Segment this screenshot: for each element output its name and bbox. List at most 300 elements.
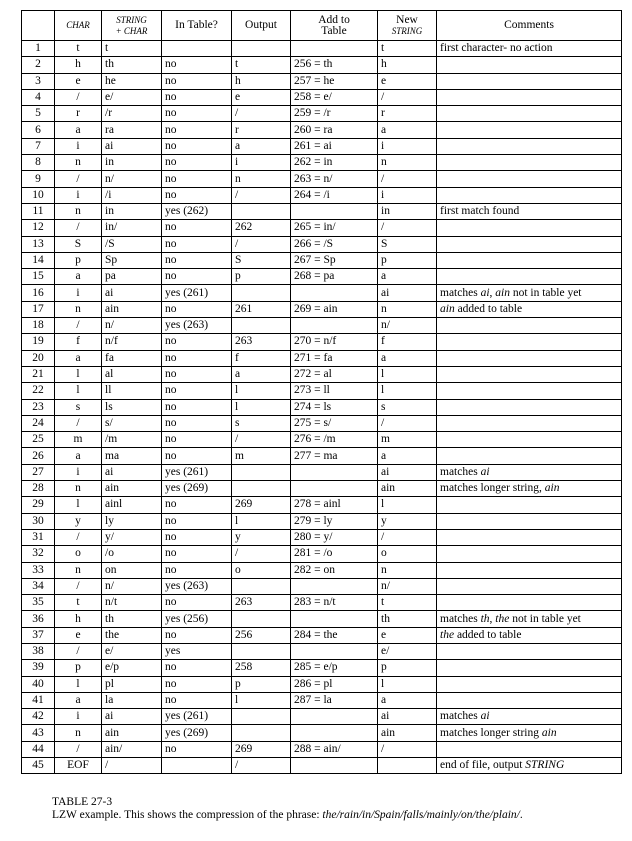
new-string-cell: S	[378, 236, 437, 252]
add-to-table-cell: 258 = e/	[291, 89, 378, 105]
comment-cell	[437, 448, 622, 464]
in-table-cell: no	[162, 106, 232, 122]
new-string-cell: t	[378, 595, 437, 611]
output-cell: 256	[232, 627, 291, 643]
add-to-table-cell: 282 = on	[291, 562, 378, 578]
output-cell: i	[232, 155, 291, 171]
string-plus-char-cell: ai	[102, 285, 162, 301]
new-string-cell: l	[378, 676, 437, 692]
header-comments: Comments	[437, 11, 622, 41]
header-new-string-line2: STRING	[391, 25, 423, 36]
in-table-cell: yes (261)	[162, 709, 232, 725]
output-cell: s	[232, 415, 291, 431]
char-cell: /	[55, 529, 102, 545]
comment-italic-term: th	[480, 612, 490, 625]
output-cell	[232, 643, 291, 659]
string-plus-char-cell: ai	[102, 709, 162, 725]
string-plus-char-cell: ll	[102, 383, 162, 399]
lzw-example-table	[21, 10, 622, 774]
in-table-cell: no	[162, 269, 232, 285]
table-row	[22, 399, 622, 415]
comment-cell: ain added to table	[437, 301, 622, 317]
in-table-cell: yes (269)	[162, 481, 232, 497]
new-string-cell: p	[378, 252, 437, 268]
add-to-table-cell: 272 = al	[291, 366, 378, 382]
header-string-plus-char-line1: STRING	[116, 14, 147, 25]
char-cell: i	[55, 138, 102, 154]
caption-end: .	[519, 809, 523, 821]
in-table-cell: no	[162, 73, 232, 89]
comment-cell	[437, 171, 622, 187]
output-cell: 269	[232, 741, 291, 757]
char-cell: t	[55, 41, 102, 57]
header-char: CHAR	[55, 11, 102, 41]
output-cell: 261	[232, 301, 291, 317]
string-plus-char-cell: Sp	[102, 252, 162, 268]
comment-cell	[437, 562, 622, 578]
add-to-table-cell: 271 = fa	[291, 350, 378, 366]
output-cell	[232, 464, 291, 480]
comment-cell	[437, 432, 622, 448]
new-string-cell: ai	[378, 464, 437, 480]
table-row	[22, 383, 622, 399]
row-number: 17	[22, 301, 55, 317]
add-to-table-cell: 285 = e/p	[291, 660, 378, 676]
output-cell: 262	[232, 220, 291, 236]
output-cell: h	[232, 73, 291, 89]
add-to-table-cell: 283 = n/t	[291, 595, 378, 611]
in-table-cell: no	[162, 546, 232, 562]
comment-cell	[437, 122, 622, 138]
row-number: 15	[22, 269, 55, 285]
output-cell	[232, 318, 291, 334]
header-string-plus-char	[102, 11, 162, 41]
string-plus-char-cell: /	[102, 758, 162, 774]
comment-cell	[437, 595, 622, 611]
add-to-table-cell	[291, 285, 378, 301]
add-to-table-cell	[291, 578, 378, 594]
in-table-cell: no	[162, 448, 232, 464]
add-to-table-cell: 267 = Sp	[291, 252, 378, 268]
new-string-cell: o	[378, 546, 437, 562]
new-string-cell: in	[378, 203, 437, 219]
new-string-cell: a	[378, 350, 437, 366]
comment-cell	[437, 643, 622, 659]
new-string-cell: a	[378, 269, 437, 285]
add-to-table-cell: 270 = n/f	[291, 334, 378, 350]
header-number	[22, 11, 55, 41]
comment-italic-term: the	[440, 628, 455, 641]
output-cell	[232, 481, 291, 497]
table-row	[22, 301, 622, 317]
in-table-cell: yes (261)	[162, 285, 232, 301]
comment-cell	[437, 73, 622, 89]
add-to-table-cell: 256 = th	[291, 57, 378, 73]
row-number: 36	[22, 611, 55, 627]
string-plus-char-cell: th	[102, 57, 162, 73]
add-to-table-cell: 273 = ll	[291, 383, 378, 399]
new-string-cell: e	[378, 627, 437, 643]
table-row	[22, 138, 622, 154]
header-string-plus-char-line2: + CHAR	[115, 25, 148, 36]
char-cell: /	[55, 643, 102, 659]
char-cell: h	[55, 611, 102, 627]
char-cell: l	[55, 383, 102, 399]
string-plus-char-cell: /m	[102, 432, 162, 448]
table-row	[22, 497, 622, 513]
table-row	[22, 692, 622, 708]
table-row	[22, 203, 622, 219]
new-string-cell: h	[378, 57, 437, 73]
table-caption	[52, 796, 523, 822]
add-to-table-cell: 262 = in	[291, 155, 378, 171]
add-to-table-cell: 287 = la	[291, 692, 378, 708]
row-number: 8	[22, 155, 55, 171]
comment-cell	[437, 318, 622, 334]
char-cell: r	[55, 106, 102, 122]
comment-cell	[437, 578, 622, 594]
output-cell: m	[232, 448, 291, 464]
char-cell: /	[55, 89, 102, 105]
comment-italic-term: STRING	[525, 759, 565, 772]
string-plus-char-cell: ma	[102, 448, 162, 464]
table-row	[22, 252, 622, 268]
comment-cell	[437, 383, 622, 399]
add-to-table-cell: 260 = ra	[291, 122, 378, 138]
in-table-cell: yes (263)	[162, 318, 232, 334]
in-table-cell: yes	[162, 643, 232, 659]
char-cell: /	[55, 578, 102, 594]
output-cell: p	[232, 676, 291, 692]
row-number: 1	[22, 41, 55, 57]
output-cell	[232, 611, 291, 627]
comment-italic-term: ain	[495, 286, 510, 299]
new-string-cell: f	[378, 334, 437, 350]
char-cell: /	[55, 220, 102, 236]
row-number: 9	[22, 171, 55, 187]
char-cell: s	[55, 399, 102, 415]
row-number: 39	[22, 660, 55, 676]
row-number: 11	[22, 203, 55, 219]
comment-cell: matches longer string, ain	[437, 481, 622, 497]
output-cell: l	[232, 692, 291, 708]
in-table-cell: no	[162, 252, 232, 268]
char-cell: a	[55, 122, 102, 138]
row-number: 23	[22, 399, 55, 415]
char-cell: EOF	[55, 758, 102, 774]
in-table-cell: no	[162, 350, 232, 366]
add-to-table-cell	[291, 643, 378, 659]
string-plus-char-cell: ai	[102, 464, 162, 480]
comment-cell	[437, 89, 622, 105]
in-table-cell	[162, 41, 232, 57]
output-cell: 258	[232, 660, 291, 676]
in-table-cell: no	[162, 220, 232, 236]
table-row	[22, 334, 622, 350]
header-add-to-table-line1: Add to	[318, 13, 350, 26]
add-to-table-cell	[291, 758, 378, 774]
add-to-table-cell: 257 = he	[291, 73, 378, 89]
string-plus-char-cell: ain	[102, 481, 162, 497]
comment-cell: first character- no action	[437, 41, 622, 57]
new-string-cell: n	[378, 562, 437, 578]
header-in-table: In Table?	[162, 11, 232, 41]
char-cell: p	[55, 252, 102, 268]
row-number: 12	[22, 220, 55, 236]
output-cell	[232, 41, 291, 57]
comment-cell	[437, 692, 622, 708]
table-row	[22, 220, 622, 236]
string-plus-char-cell: in/	[102, 220, 162, 236]
comment-cell	[437, 546, 622, 562]
new-string-cell: a	[378, 448, 437, 464]
char-cell: i	[55, 285, 102, 301]
output-cell: t	[232, 57, 291, 73]
new-string-cell: ai	[378, 285, 437, 301]
comment-cell: first match found	[437, 203, 622, 219]
table-row	[22, 415, 622, 431]
row-number: 43	[22, 725, 55, 741]
table-row	[22, 611, 622, 627]
new-string-cell: t	[378, 41, 437, 57]
comment-cell	[437, 252, 622, 268]
output-cell: /	[232, 758, 291, 774]
char-cell: y	[55, 513, 102, 529]
table-row	[22, 171, 622, 187]
row-number: 29	[22, 497, 55, 513]
comment-italic-term: ain	[544, 482, 560, 495]
in-table-cell: yes (256)	[162, 611, 232, 627]
table-row	[22, 546, 622, 562]
comment-cell	[437, 106, 622, 122]
table-row	[22, 155, 622, 171]
char-cell: m	[55, 432, 102, 448]
table-row	[22, 741, 622, 757]
comment-cell	[437, 497, 622, 513]
new-string-cell: i	[378, 187, 437, 203]
comment-italic-term: ai	[480, 286, 490, 299]
add-to-table-cell	[291, 725, 378, 741]
add-to-table-cell	[291, 464, 378, 480]
new-string-cell: ain	[378, 481, 437, 497]
char-cell: t	[55, 595, 102, 611]
char-cell: n	[55, 203, 102, 219]
char-cell: a	[55, 350, 102, 366]
string-plus-char-cell: n/	[102, 578, 162, 594]
table-row	[22, 627, 622, 643]
table-body	[22, 41, 622, 774]
comment-cell	[437, 415, 622, 431]
comment-italic-term: the	[495, 612, 510, 625]
char-cell: S	[55, 236, 102, 252]
string-plus-char-cell: on	[102, 562, 162, 578]
string-plus-char-cell: s/	[102, 415, 162, 431]
in-table-cell: no	[162, 399, 232, 415]
header-new-string	[378, 11, 437, 41]
comment-cell: matches ai	[437, 709, 622, 725]
comment-cell	[437, 334, 622, 350]
table-row	[22, 709, 622, 725]
table-row	[22, 464, 622, 480]
row-number: 27	[22, 464, 55, 480]
char-cell: /	[55, 741, 102, 757]
string-plus-char-cell: ain	[102, 725, 162, 741]
in-table-cell: no	[162, 187, 232, 203]
comment-cell	[437, 220, 622, 236]
in-table-cell: no	[162, 595, 232, 611]
table-row	[22, 89, 622, 105]
string-plus-char-cell: la	[102, 692, 162, 708]
output-cell	[232, 203, 291, 219]
comment-cell: end of file, output STRING	[437, 758, 622, 774]
output-cell: S	[232, 252, 291, 268]
char-cell: p	[55, 660, 102, 676]
new-string-cell: e/	[378, 643, 437, 659]
string-plus-char-cell: e/p	[102, 660, 162, 676]
new-string-cell: a	[378, 122, 437, 138]
char-cell: n	[55, 562, 102, 578]
output-cell: y	[232, 529, 291, 545]
char-cell: n	[55, 155, 102, 171]
comment-cell	[437, 187, 622, 203]
caption-text: LZW example. This shows the compression of the phrase:	[52, 809, 323, 821]
new-string-cell: a	[378, 692, 437, 708]
in-table-cell: no	[162, 366, 232, 382]
in-table-cell: no	[162, 741, 232, 757]
comment-cell	[437, 269, 622, 285]
comment-cell	[437, 236, 622, 252]
add-to-table-cell: 263 = n/	[291, 171, 378, 187]
char-cell: a	[55, 692, 102, 708]
output-cell	[232, 285, 291, 301]
string-plus-char-cell: y/	[102, 529, 162, 545]
table-row	[22, 562, 622, 578]
row-number: 7	[22, 138, 55, 154]
output-cell: /	[232, 236, 291, 252]
row-number: 19	[22, 334, 55, 350]
in-table-cell: no	[162, 497, 232, 513]
table-row	[22, 660, 622, 676]
comment-cell: matches ai, ain not in table yet	[437, 285, 622, 301]
add-to-table-cell: 265 = in/	[291, 220, 378, 236]
table-row	[22, 350, 622, 366]
new-string-cell: /	[378, 220, 437, 236]
in-table-cell: no	[162, 138, 232, 154]
table-row	[22, 725, 622, 741]
output-cell: /	[232, 432, 291, 448]
string-plus-char-cell: n/	[102, 171, 162, 187]
new-string-cell: n	[378, 155, 437, 171]
new-string-cell: e	[378, 73, 437, 89]
char-cell: n	[55, 725, 102, 741]
char-cell: l	[55, 676, 102, 692]
add-to-table-cell	[291, 709, 378, 725]
comment-italic-term: ai	[480, 465, 490, 478]
table-row	[22, 758, 622, 774]
add-to-table-cell: 279 = ly	[291, 513, 378, 529]
comment-italic-term: ain	[541, 726, 557, 739]
table-row	[22, 481, 622, 497]
char-cell: /	[55, 415, 102, 431]
output-cell	[232, 709, 291, 725]
table-row	[22, 285, 622, 301]
output-cell: 263	[232, 595, 291, 611]
comment-cell	[437, 660, 622, 676]
add-to-table-cell: 275 = s/	[291, 415, 378, 431]
in-table-cell: no	[162, 432, 232, 448]
output-cell: o	[232, 562, 291, 578]
add-to-table-cell: 276 = /m	[291, 432, 378, 448]
row-number: 45	[22, 758, 55, 774]
comment-cell: matches ai	[437, 464, 622, 480]
char-cell: n	[55, 481, 102, 497]
row-number: 28	[22, 481, 55, 497]
string-plus-char-cell: /i	[102, 187, 162, 203]
string-plus-char-cell: n/	[102, 318, 162, 334]
char-cell: n	[55, 301, 102, 317]
output-cell: n	[232, 171, 291, 187]
output-cell: /	[232, 187, 291, 203]
row-number: 41	[22, 692, 55, 708]
table-row	[22, 187, 622, 203]
string-plus-char-cell: pa	[102, 269, 162, 285]
table-row	[22, 432, 622, 448]
add-to-table-cell: 277 = ma	[291, 448, 378, 464]
in-table-cell	[162, 758, 232, 774]
char-cell: a	[55, 448, 102, 464]
row-number: 38	[22, 643, 55, 659]
add-to-table-cell	[291, 203, 378, 219]
output-cell: /	[232, 106, 291, 122]
add-to-table-cell: 286 = pl	[291, 676, 378, 692]
string-plus-char-cell: ly	[102, 513, 162, 529]
string-plus-char-cell: the	[102, 627, 162, 643]
in-table-cell: no	[162, 171, 232, 187]
output-cell: l	[232, 513, 291, 529]
row-number: 42	[22, 709, 55, 725]
new-string-cell: n	[378, 301, 437, 317]
comment-cell	[437, 350, 622, 366]
row-number: 40	[22, 676, 55, 692]
in-table-cell: no	[162, 236, 232, 252]
row-number: 26	[22, 448, 55, 464]
comment-italic-term: ai	[480, 710, 490, 723]
row-number: 5	[22, 106, 55, 122]
new-string-cell: n/	[378, 578, 437, 594]
add-to-table-cell: 266 = /S	[291, 236, 378, 252]
add-to-table-cell: 284 = the	[291, 627, 378, 643]
comment-cell: matches th, the not in table yet	[437, 611, 622, 627]
output-cell: f	[232, 350, 291, 366]
string-plus-char-cell: fa	[102, 350, 162, 366]
string-plus-char-cell: n/f	[102, 334, 162, 350]
output-cell: a	[232, 138, 291, 154]
in-table-cell: yes (269)	[162, 725, 232, 741]
table-row	[22, 57, 622, 73]
new-string-cell	[378, 758, 437, 774]
string-plus-char-cell: ainl	[102, 497, 162, 513]
output-cell	[232, 578, 291, 594]
add-to-table-cell: 278 = ainl	[291, 497, 378, 513]
in-table-cell: no	[162, 122, 232, 138]
in-table-cell: yes (261)	[162, 464, 232, 480]
add-to-table-cell: 281 = /o	[291, 546, 378, 562]
in-table-cell: no	[162, 676, 232, 692]
table-row	[22, 318, 622, 334]
comment-cell	[437, 741, 622, 757]
char-cell: /	[55, 171, 102, 187]
header-add-to-table-line2: Table	[321, 24, 347, 37]
